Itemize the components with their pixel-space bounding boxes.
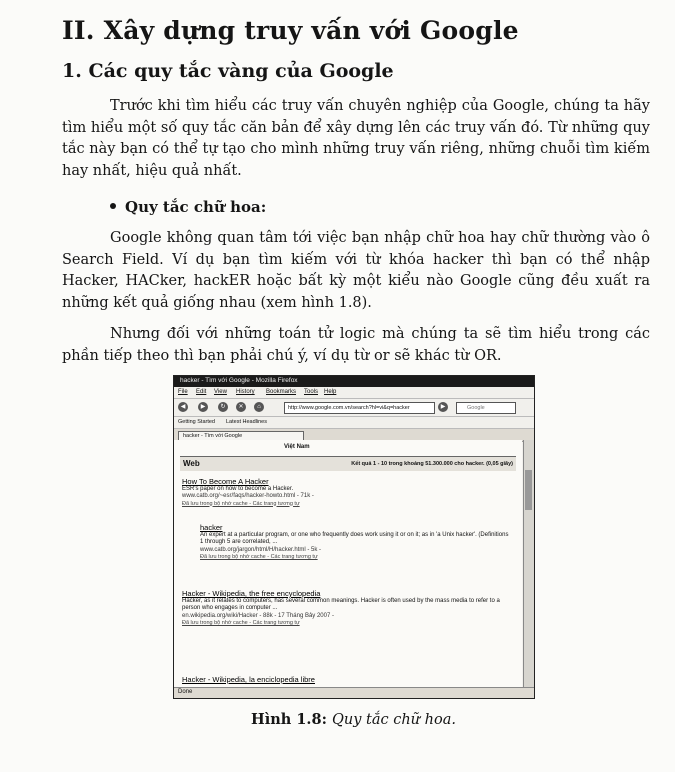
section-heading: II. Xây dựng truy vấn với Google [62, 16, 519, 45]
menu-edit[interactable]: Edit [196, 389, 207, 395]
menu-tools[interactable]: Tools [304, 389, 319, 395]
result-snippet: Hacker, as it relates to computers, has several common meanings. Hacker is often used by the mass media to refer to a person who engages in computer ... [182, 597, 500, 611]
bookmark-latest-headlines[interactable]: Latest Headlines [226, 419, 267, 425]
intro-paragraph: Trước khi tìm hiểu các truy vấn chuyên nghiệp của Google, chúng ta hãy tìm hiểu một số quy tắc căn bản để xây dựng lên các truy vấn đó. Từ những quy tắc này bạn có thể tự tạo cho mình những truy vấn riêng, những chuỗi tìm kiếm hay nhất, hiệu quả nhất. [62, 98, 650, 179]
result-snippet: An expert at a particular program, or one who frequently does work using it or on it; as in 'a Unix hacker'. (Definitions 1 through 5 are correlated, ... [200, 531, 509, 545]
status-bar [174, 687, 534, 698]
home-icon[interactable]: ⌂ [254, 402, 264, 412]
status-text: Done [178, 689, 193, 695]
menu-help[interactable]: Help [324, 389, 337, 395]
search-result [200, 524, 510, 562]
result-cache-link[interactable]: Đã lưu trong bộ nhớ cache - Các trang tương tự [182, 620, 300, 626]
result-url: www.catb.org/jargon/html/H/hacker.html - 5k - [200, 546, 322, 553]
result-title-link[interactable]: How To Become A Hacker [182, 477, 269, 486]
search-result [182, 590, 512, 628]
result-title-link[interactable]: Hacker - Wikipedia, la enciclopedia libre [182, 675, 315, 684]
bullet-heading [110, 198, 266, 216]
window-title: hacker - Tìm với Google - Mozilla Firefox [180, 377, 298, 384]
search-result [182, 676, 512, 684]
go-icon[interactable]: ▶ [438, 402, 448, 412]
operator-paragraph: Nhưng đối với những toán tử logic mà chúng ta sẽ tìm hiểu trong các phần tiếp theo thì bạn phải chú ý, ví dụ từ or sẽ khác từ OR. [62, 326, 650, 364]
navigation-toolbar [174, 399, 534, 417]
results-header [180, 456, 516, 471]
browser-titlebar [174, 376, 534, 387]
result-title-link[interactable]: Hacker - Wikipedia, the free encyclopedia [182, 589, 321, 598]
region-label: Việt Nam [284, 444, 310, 450]
bookmark-getting-started[interactable]: Getting Started [178, 419, 215, 425]
menu-history[interactable]: History [236, 389, 255, 395]
caption-text: Quy tắc chữ hoa. [331, 712, 456, 728]
figure-screenshot [173, 375, 535, 699]
page-content [174, 440, 522, 688]
bullet-label: Quy tắc chữ hoa: [125, 198, 267, 216]
result-cache-link[interactable]: Đã lưu trong bộ nhớ cache - Các trang tương tự [182, 500, 300, 507]
figure-caption [251, 711, 456, 728]
tab-search-results[interactable]: hacker - Tìm với Google [178, 431, 304, 442]
result-url: en.wikipedia.org/wiki/Hacker - 88k - 17 Tháng Bảy 2007 - [182, 612, 334, 619]
subsection-heading: 1. Các quy tắc vàng của Google [62, 60, 394, 82]
back-icon[interactable]: ◀ [178, 402, 188, 412]
reload-icon[interactable]: ↻ [218, 402, 228, 412]
menu-view[interactable]: View [214, 389, 227, 395]
scrollbar-thumb[interactable] [525, 470, 532, 510]
search-result [182, 478, 512, 508]
vertical-scrollbar[interactable] [523, 440, 534, 688]
result-snippet: ESR's paper on how to become a Hacker. [182, 485, 294, 492]
bookmarks-toolbar [174, 417, 534, 429]
forward-icon[interactable]: ▶ [198, 402, 208, 412]
case-paragraph: Google không quan tâm tới việc bạn nhập chữ hoa hay chữ thường vào ô Search Field. Ví dụ bạn tìm kiếm với từ khóa hacker thì bạn có thể nhập Hacker, HACker, hackER hoặc bất kỳ một kiểu nào Google cũng đều xuất ra những kết quả giống nhau (xem hình 1.8). [62, 230, 650, 311]
result-cache-link[interactable]: Đã lưu trong bộ nhớ cache - Các trang tương tự [200, 554, 318, 560]
stop-icon[interactable]: ✕ [236, 402, 246, 412]
results-stats: Kết quả 1 - 10 trong khoảng 51.300.000 cho hacker. (0,05 giây) [351, 461, 513, 467]
caption-label: Hình 1.8: [251, 711, 327, 728]
result-url: www.catb.org/~esr/faqs/hacker-howto.html - 71k - [182, 493, 314, 499]
bullet-icon [110, 203, 116, 209]
menu-file[interactable]: File [178, 389, 188, 395]
result-title-link[interactable]: hacker [200, 523, 223, 532]
url-input[interactable]: http://www.google.com.vn/search?hl=vi&q=hacker [284, 402, 435, 414]
search-input[interactable]: Google [456, 402, 516, 414]
web-label[interactable]: Web [183, 459, 200, 468]
menu-bookmarks[interactable]: Bookmarks [266, 389, 297, 395]
menu-bar [174, 387, 534, 399]
